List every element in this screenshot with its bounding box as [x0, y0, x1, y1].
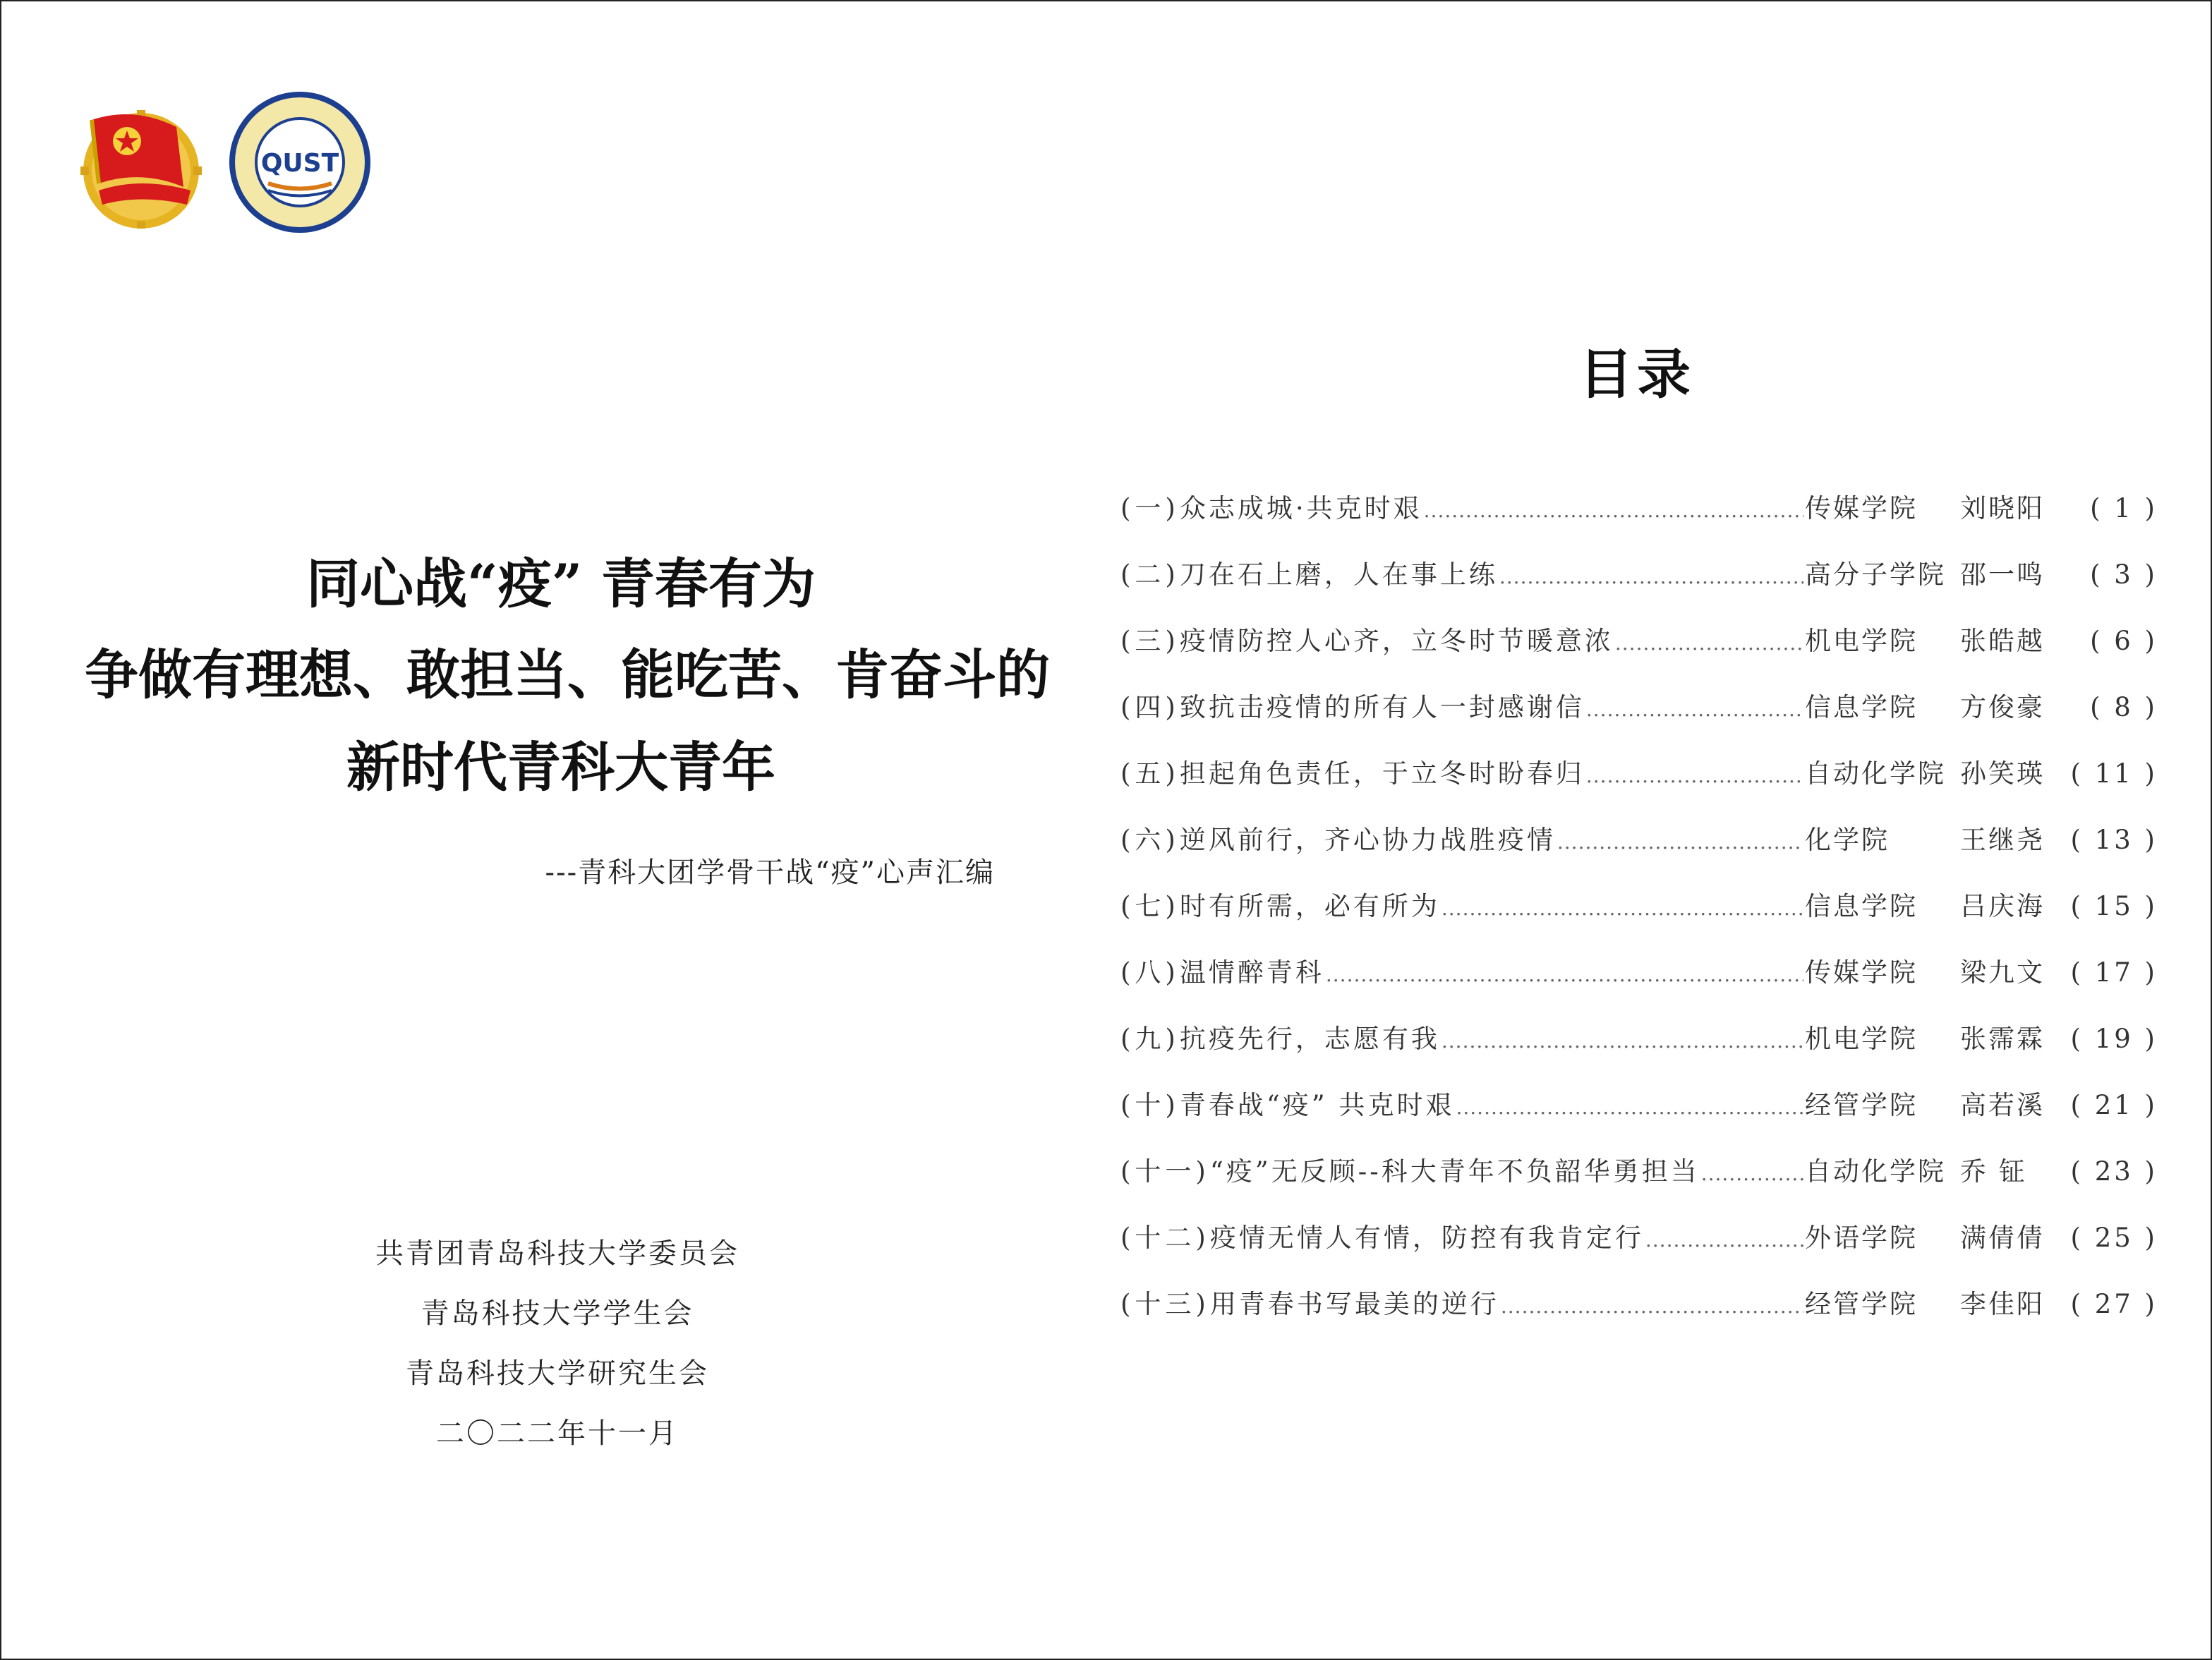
toc-item-college: 经管学院	[1805, 1090, 1918, 1120]
toc-item[interactable]	[1120, 686, 2158, 752]
toc-item-author: 邵一鸣	[1960, 559, 2045, 590]
toc-item-title: 温情醉青科	[1179, 957, 1324, 988]
publisher-line: 共青团青岛科技大学委员会	[375, 1237, 739, 1270]
logo-group	[71, 88, 374, 236]
toc-item-title: 时有所需，必有所为	[1179, 891, 1440, 921]
toc-item-page: ( 23 )	[2070, 1156, 2158, 1187]
toc-leader-dots	[1645, 1228, 1803, 1252]
toc-item-number: (八)	[1120, 957, 1180, 988]
toc-item[interactable]	[1120, 818, 2158, 885]
toc-leader-dots	[1586, 764, 1803, 787]
toc-item-author: 方俊豪	[1960, 692, 2045, 722]
communist-youth-league-emblem	[71, 92, 212, 233]
toc-item-author: 梁九文	[1960, 957, 2045, 988]
toc-item-author: 孙笑瑛	[1960, 758, 2045, 789]
toc-title: 目录	[1579, 343, 1695, 406]
toc-item-page: ( 6 )	[2090, 626, 2158, 656]
toc-leader-dots	[1456, 1096, 1803, 1119]
toc-item-author: 满倩倩	[1960, 1223, 2045, 1253]
qust-emblem	[226, 88, 374, 236]
toc-item-college: 高分子学院	[1805, 559, 1946, 590]
toc-leader-dots	[1326, 963, 1803, 986]
toc-leader-dots	[1442, 897, 1803, 920]
toc-item[interactable]	[1120, 752, 2158, 818]
toc-item-page: ( 8 )	[2090, 692, 2158, 722]
toc-item-page: ( 1 )	[2090, 493, 2158, 523]
publisher-block	[275, 1224, 840, 1464]
toc-item-number: (三)	[1120, 626, 1180, 656]
toc-item-author: 刘晓阳	[1960, 493, 2045, 523]
toc-item-title: 疫情防控人心齐，立冬时节暖意浓	[1179, 626, 1614, 656]
toc-item-title: 刀在石上磨，人在事上练	[1179, 559, 1498, 590]
toc-item-title: 众志成城·共克时艰	[1179, 493, 1422, 523]
toc-leader-dots	[1586, 698, 1803, 721]
toc-leader-dots	[1501, 1295, 1803, 1318]
toc-item-college: 自动化学院	[1805, 1156, 1946, 1187]
toc-item-page: ( 3 )	[2090, 559, 2158, 590]
toc-item-title: 青春战“疫” 共克时艰	[1179, 1090, 1455, 1120]
toc-item-college: 外语学院	[1805, 1223, 1918, 1253]
toc-item-title: 抗疫先行，志愿有我	[1179, 1024, 1440, 1054]
toc-item-page: ( 27 )	[2070, 1289, 2158, 1319]
toc-item[interactable]	[1120, 619, 2158, 686]
toc-item-college: 自动化学院	[1805, 758, 1946, 789]
publisher-line: 青岛科技大学研究生会	[406, 1357, 709, 1390]
toc-item-author: 高若溪	[1960, 1090, 2045, 1120]
toc-item[interactable]	[1120, 1150, 2158, 1216]
toc-leader-dots	[1701, 1162, 1803, 1185]
toc-item-author: 乔 钲	[1960, 1156, 2027, 1187]
toc-item-college: 机电学院	[1805, 1024, 1918, 1054]
toc-item[interactable]	[1120, 553, 2158, 619]
toc-leader-dots	[1499, 565, 1803, 588]
toc-item[interactable]	[1120, 885, 2158, 951]
toc-item-title: 担起角色责任，于立冬时盼春归	[1179, 758, 1585, 789]
toc-item-number: (四)	[1120, 692, 1180, 722]
toc-item-college: 信息学院	[1805, 891, 1918, 921]
toc-item[interactable]	[1120, 1017, 2158, 1084]
toc-item-title: 致抗击疫情的所有人一封感谢信	[1179, 692, 1585, 722]
toc-item-college: 传媒学院	[1805, 957, 1918, 988]
toc-item-number: (六)	[1120, 825, 1180, 855]
toc-item-page: ( 13 )	[2070, 825, 2158, 855]
svg-text:QUST: QUST	[260, 149, 339, 178]
toc-item[interactable]	[1120, 1283, 2158, 1349]
toc-item-author: 张皓越	[1960, 626, 2045, 656]
toc-list	[1120, 487, 2158, 1349]
toc-item-number: (十二)	[1120, 1223, 1210, 1253]
toc-item-number: (十一)	[1120, 1156, 1210, 1187]
toc-item-page: ( 11 )	[2070, 758, 2158, 789]
toc-item-college: 化学院	[1805, 825, 1890, 855]
toc-item[interactable]	[1120, 951, 2158, 1017]
toc-item-number: (七)	[1120, 891, 1180, 921]
toc-item-title: 疫情无情人有情，防控有我肯定行	[1209, 1223, 1644, 1253]
toc-item-number: (十三)	[1120, 1289, 1210, 1319]
toc-item-number: (一)	[1120, 493, 1180, 523]
toc-item-page: ( 25 )	[2070, 1223, 2158, 1253]
cover-title	[85, 552, 1050, 799]
toc-item[interactable]	[1120, 1216, 2158, 1283]
toc-item-author: 王继尧	[1960, 825, 2045, 855]
toc-leader-dots	[1424, 499, 1803, 522]
toc-item-college: 信息学院	[1805, 692, 1918, 722]
toc-item-author: 张霈霖	[1960, 1024, 2045, 1054]
publication-date: 二〇二二年十一月	[436, 1417, 679, 1450]
toc-item[interactable]	[1120, 1084, 2158, 1150]
cover-subtitle: ---青科大团学骨干战“疫”心声汇编	[545, 856, 995, 889]
toc-item-number: (二)	[1120, 559, 1180, 590]
toc-item-author: 李佳阳	[1960, 1289, 2045, 1319]
toc-item-author: 吕庆海	[1960, 891, 2045, 921]
toc-item-number: (九)	[1120, 1024, 1180, 1054]
toc-leader-dots	[1442, 1029, 1803, 1053]
toc-item-title: 逆风前行，齐心协力战胜疫情	[1179, 825, 1556, 855]
toc-leader-dots	[1557, 830, 1803, 854]
title-line-1: 同心战“疫” 青春有为	[306, 552, 816, 615]
toc-item-college: 经管学院	[1805, 1289, 1918, 1319]
toc-item-page: ( 15 )	[2070, 891, 2158, 921]
toc-item-page: ( 19 )	[2070, 1024, 2158, 1054]
toc-item-college: 传媒学院	[1805, 493, 1918, 523]
publisher-line: 青岛科技大学学生会	[421, 1297, 694, 1330]
toc-item[interactable]	[1120, 487, 2158, 553]
toc-leader-dots	[1615, 631, 1803, 655]
toc-item-number: (五)	[1120, 758, 1180, 789]
toc-item-page: ( 21 )	[2070, 1090, 2158, 1120]
title-line-2: 争做有理想、敢担当、能吃苦、肯奋斗的	[85, 643, 1050, 706]
toc-item-title: “疫”无反顾--科大青年不负韶华勇担当	[1209, 1156, 1700, 1187]
toc-item-title: 用青春书写最美的逆行	[1209, 1289, 1499, 1319]
title-line-3: 新时代青科大青年	[346, 736, 775, 799]
toc-item-college: 机电学院	[1805, 626, 1918, 656]
toc-item-page: ( 17 )	[2070, 957, 2158, 988]
toc-item-number: (十)	[1120, 1090, 1180, 1120]
